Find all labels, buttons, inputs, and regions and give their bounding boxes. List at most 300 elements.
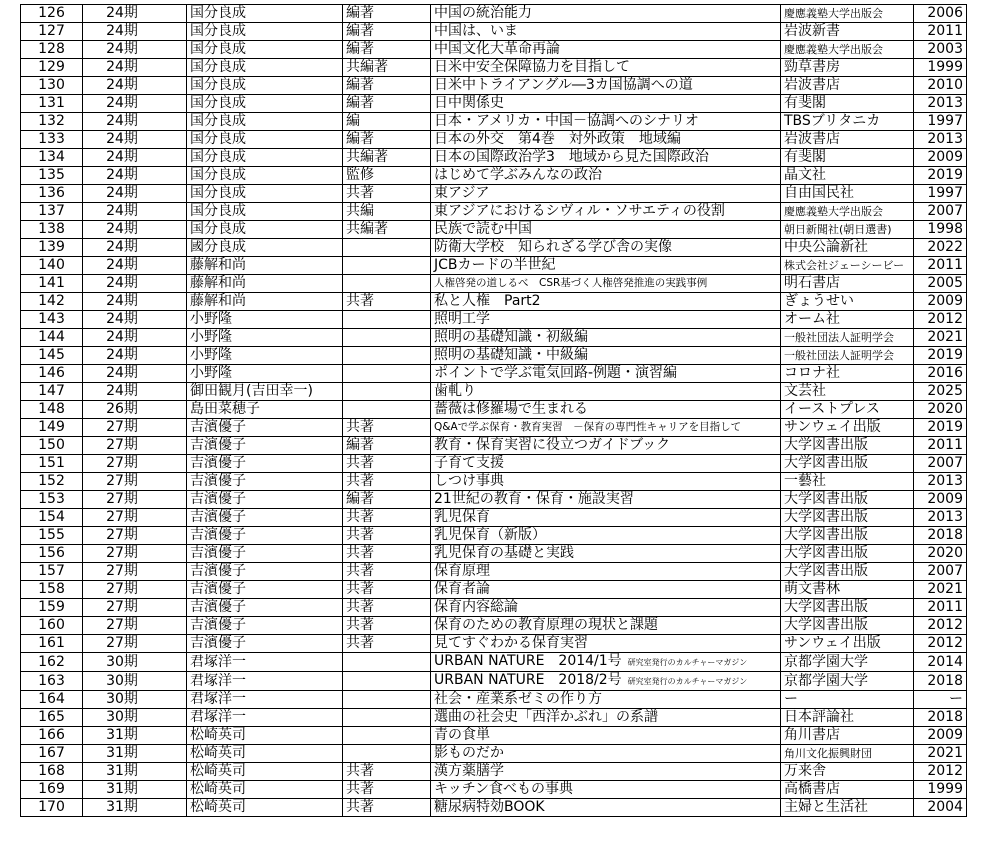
term-cell	[83, 563, 187, 581]
year-cell	[914, 727, 967, 745]
role-cell	[343, 131, 431, 149]
role-cell	[343, 293, 431, 311]
role-cell-text: 共著	[346, 419, 374, 435]
no-cell-text: 155	[38, 527, 65, 543]
title-cell	[431, 599, 781, 617]
term-cell-text: 24期	[106, 167, 138, 183]
author-cell	[187, 653, 343, 672]
term-cell-text: 24期	[106, 383, 138, 399]
no-cell-text: 156	[38, 545, 65, 561]
term-cell	[83, 149, 187, 167]
publisher-cell	[781, 455, 914, 473]
author-cell	[187, 745, 343, 763]
role-cell	[343, 581, 431, 599]
no-cell-text: 157	[38, 563, 65, 579]
table-row	[21, 763, 967, 781]
term-cell	[83, 365, 187, 383]
role-cell	[343, 203, 431, 221]
title-cell-text: URBAN NATURE 2014/1号	[434, 653, 622, 669]
role-cell-text: 共著	[346, 455, 374, 471]
author-cell-text: 吉濱優子	[190, 455, 246, 471]
role-cell-text: 共著	[346, 799, 374, 815]
table-row	[21, 59, 967, 77]
term-cell	[83, 781, 187, 799]
term-cell	[83, 437, 187, 455]
no-cell	[21, 545, 83, 563]
publisher-cell-text: 一般社団法人証明学会	[784, 349, 894, 362]
publisher-cell-text: 大学図書出版	[784, 599, 868, 615]
author-cell-text: 吉濱優子	[190, 419, 246, 435]
year-cell-text: 2021	[927, 329, 963, 345]
no-cell	[21, 563, 83, 581]
no-cell	[21, 781, 83, 799]
year-cell-text: 2011	[927, 23, 963, 39]
year-cell	[914, 329, 967, 347]
author-cell-text: 松崎英司	[190, 727, 246, 743]
term-cell-text: 31期	[106, 763, 138, 779]
year-cell-text: 2004	[927, 799, 963, 815]
year-cell	[914, 599, 967, 617]
role-cell	[343, 437, 431, 455]
title-cell-text: 社会・産業系ゼミの作り方	[434, 691, 602, 707]
title-cell	[431, 293, 781, 311]
no-cell	[21, 672, 83, 691]
title-cell-text: 見てすぐわかる保育実習	[434, 635, 588, 651]
publisher-cell	[781, 635, 914, 653]
role-cell-text: 共著	[346, 527, 374, 543]
term-cell-text: 24期	[106, 239, 138, 255]
publisher-cell-text: 中央公論新社	[784, 239, 868, 255]
author-cell-text: 吉濱優子	[190, 599, 246, 615]
author-cell	[187, 113, 343, 131]
author-cell	[187, 581, 343, 599]
term-cell-text: 31期	[106, 745, 138, 761]
publisher-cell-text: 大学図書出版	[784, 455, 868, 471]
table-row	[21, 113, 967, 131]
title-cell-text: 選曲の社会史「西洋かぶれ」の系譜	[434, 709, 658, 725]
title-cell	[431, 329, 781, 347]
publisher-cell	[781, 257, 914, 275]
term-cell-text: 24期	[106, 203, 138, 219]
author-cell-text: 吉濱優子	[190, 527, 246, 543]
no-cell	[21, 455, 83, 473]
no-cell-text: 136	[38, 185, 65, 201]
role-cell-text: 共著	[346, 617, 374, 633]
no-cell-text: 130	[38, 77, 65, 93]
publisher-cell	[781, 95, 914, 113]
title-cell	[431, 799, 781, 817]
term-cell-text: 24期	[106, 5, 138, 21]
no-cell-text: 146	[38, 365, 65, 381]
author-cell-text: 松崎英司	[190, 799, 246, 815]
year-cell-text: 2006	[927, 5, 963, 21]
term-cell	[83, 131, 187, 149]
no-cell-text: 144	[38, 329, 65, 345]
role-cell	[343, 311, 431, 329]
table-row	[21, 203, 967, 221]
no-cell-text: 152	[38, 473, 65, 489]
term-cell-text: 30期	[106, 653, 138, 670]
author-cell	[187, 383, 343, 401]
publisher-cell	[781, 691, 914, 709]
no-cell	[21, 185, 83, 203]
author-cell-text: 吉濱優子	[190, 491, 246, 507]
role-cell	[343, 491, 431, 509]
no-cell-text: 127	[38, 23, 65, 39]
term-cell	[83, 672, 187, 691]
title-cell-text: 中国の統治能力	[434, 5, 532, 21]
publisher-cell	[781, 653, 914, 672]
year-cell-text: 2018	[927, 709, 963, 725]
no-cell-text: 142	[38, 293, 65, 309]
publisher-cell	[781, 727, 914, 745]
role-cell	[343, 419, 431, 437]
role-cell	[343, 763, 431, 781]
publisher-cell	[781, 383, 914, 401]
title-cell-text: ポイントで学ぶ電気回路-例題・演習編	[434, 365, 678, 381]
no-cell	[21, 581, 83, 599]
table-row	[21, 149, 967, 167]
term-cell	[83, 5, 187, 23]
author-cell-text: 君塚洋一	[190, 709, 246, 725]
no-cell	[21, 113, 83, 131]
title-cell-text: 保育内容総論	[434, 599, 518, 615]
publisher-cell-text: 慶應義塾大学出版会	[784, 7, 883, 20]
term-cell-text: 24期	[106, 113, 138, 129]
year-cell-text: 2018	[927, 672, 963, 689]
role-cell-text: 共著	[346, 563, 374, 579]
year-cell	[914, 185, 967, 203]
author-cell	[187, 257, 343, 275]
role-cell	[343, 77, 431, 95]
publisher-cell-text: 慶應義塾大学出版会	[784, 205, 883, 218]
year-cell-text: 1999	[927, 59, 963, 75]
table-row	[21, 617, 967, 635]
author-cell	[187, 221, 343, 239]
year-cell	[914, 763, 967, 781]
role-cell-text: 共編	[346, 203, 374, 219]
publisher-cell	[781, 527, 914, 545]
title-cell-text: キッチン食べもの事典	[434, 781, 574, 797]
author-cell-text: 藤解和尚	[190, 293, 246, 309]
publisher-cell	[781, 329, 914, 347]
role-cell-text: 共著	[346, 581, 374, 597]
year-cell	[914, 77, 967, 95]
role-cell-text: 共著	[346, 509, 374, 525]
term-cell	[83, 617, 187, 635]
year-cell	[914, 131, 967, 149]
publisher-cell	[781, 221, 914, 239]
no-cell	[21, 509, 83, 527]
no-cell	[21, 763, 83, 781]
publisher-cell-text: 大学図書出版	[784, 509, 868, 525]
author-cell	[187, 365, 343, 383]
term-cell	[83, 311, 187, 329]
role-cell-text: 共編著	[346, 149, 388, 165]
no-cell-text: 168	[38, 763, 65, 779]
no-cell	[21, 59, 83, 77]
role-cell	[343, 275, 431, 293]
year-cell	[914, 563, 967, 581]
no-cell-text: 139	[38, 239, 65, 255]
term-cell	[83, 275, 187, 293]
no-cell	[21, 23, 83, 41]
publisher-cell	[781, 293, 914, 311]
table-row	[21, 635, 967, 653]
title-cell	[431, 563, 781, 581]
no-cell-text: 126	[38, 5, 65, 21]
year-cell	[914, 5, 967, 23]
title-cell	[431, 275, 781, 293]
no-cell-text: 132	[38, 113, 65, 129]
author-cell-text: 国分良成	[190, 203, 246, 219]
year-cell	[914, 383, 967, 401]
year-cell	[914, 365, 967, 383]
publisher-cell-text: 万来舎	[784, 763, 826, 779]
title-cell	[431, 653, 781, 672]
term-cell	[83, 23, 187, 41]
no-cell-text: 160	[38, 617, 65, 633]
author-cell	[187, 781, 343, 799]
title-cell-text: 薔薇は修羅場で生まれる	[434, 401, 588, 417]
year-cell	[914, 239, 967, 257]
author-cell	[187, 709, 343, 727]
title-cell	[431, 527, 781, 545]
term-cell	[83, 113, 187, 131]
term-cell-text: 24期	[106, 311, 138, 327]
year-cell	[914, 149, 967, 167]
author-cell	[187, 473, 343, 491]
no-cell	[21, 329, 83, 347]
term-cell-text: 24期	[106, 329, 138, 345]
no-cell-text: 148	[38, 401, 65, 417]
publisher-cell	[781, 275, 914, 293]
title-cell	[431, 77, 781, 95]
publisher-cell-text: 有斐閣	[784, 149, 826, 165]
year-cell-text: 2012	[927, 617, 963, 633]
role-cell-text: 編著	[346, 95, 374, 111]
year-cell-text: 2019	[927, 419, 963, 435]
title-cell-text: 日米中安全保障協力を目指して	[434, 59, 630, 75]
role-cell-text: 編著	[346, 41, 374, 57]
table-row	[21, 781, 967, 799]
title-cell-text: 乳児保育	[434, 509, 490, 525]
no-cell-text: 164	[38, 691, 65, 707]
no-cell	[21, 221, 83, 239]
no-cell	[21, 257, 83, 275]
table-row	[21, 455, 967, 473]
publisher-cell	[781, 473, 914, 491]
publisher-cell	[781, 185, 914, 203]
role-cell	[343, 545, 431, 563]
no-cell-text: 133	[38, 131, 65, 147]
term-cell	[83, 401, 187, 419]
author-cell	[187, 59, 343, 77]
table-row	[21, 293, 967, 311]
publisher-cell	[781, 347, 914, 365]
role-cell	[343, 745, 431, 763]
year-cell-text: 2012	[927, 311, 963, 327]
table-row	[21, 257, 967, 275]
no-cell-text: 151	[38, 455, 65, 471]
publisher-cell	[781, 763, 914, 781]
term-cell-text: 27期	[106, 527, 138, 543]
role-cell-text: 監修	[346, 167, 374, 183]
no-cell	[21, 347, 83, 365]
year-cell-text: 2022	[927, 239, 963, 255]
title-cell-text: 影ものだか	[434, 745, 504, 761]
year-cell-text: 2021	[927, 581, 963, 597]
publisher-cell-text: 主婦と生活社	[784, 799, 868, 815]
author-cell-text: 小野隆	[190, 365, 232, 381]
year-cell-text: 2007	[927, 455, 963, 471]
author-cell-text: 国分良成	[190, 77, 246, 93]
author-cell-text: 国分良成	[190, 221, 246, 237]
publisher-cell-text: ー	[784, 691, 798, 707]
publisher-cell	[781, 709, 914, 727]
title-cell	[431, 509, 781, 527]
publisher-cell-text: 晶文社	[784, 167, 826, 183]
year-cell-text: 2007	[927, 563, 963, 579]
term-cell	[83, 77, 187, 95]
author-cell-text: 君塚洋一	[190, 672, 246, 689]
term-cell	[83, 473, 187, 491]
role-cell	[343, 5, 431, 23]
publisher-cell	[781, 149, 914, 167]
author-cell-text: 君塚洋一	[190, 653, 246, 670]
book-list-sheet	[20, 4, 967, 817]
author-cell-text: 吉濱優子	[190, 545, 246, 561]
table-row	[21, 311, 967, 329]
term-cell-text: 27期	[106, 617, 138, 633]
title-cell-text: 日本の国際政治学3 地域から見た国際政治	[434, 149, 709, 165]
no-cell	[21, 149, 83, 167]
term-cell-text: 27期	[106, 545, 138, 561]
author-cell	[187, 203, 343, 221]
term-cell-text: 24期	[106, 257, 138, 273]
role-cell-text: 共著	[346, 185, 374, 201]
author-cell-text: 松崎英司	[190, 781, 246, 797]
year-cell-text: 2013	[927, 509, 963, 525]
no-cell-text: 140	[38, 257, 65, 273]
publisher-cell-text: コロナ社	[784, 365, 840, 381]
table-row	[21, 727, 967, 745]
author-cell	[187, 527, 343, 545]
term-cell	[83, 239, 187, 257]
title-cell-text: 中国文化大革命再論	[434, 41, 560, 57]
author-cell	[187, 727, 343, 745]
title-cell	[431, 167, 781, 185]
term-cell	[83, 527, 187, 545]
no-cell	[21, 491, 83, 509]
year-cell	[914, 491, 967, 509]
no-cell	[21, 275, 83, 293]
publisher-cell-text: 大学図書出版	[784, 545, 868, 561]
no-cell-text: 167	[38, 745, 65, 761]
title-cell	[431, 59, 781, 77]
term-cell	[83, 383, 187, 401]
author-cell-text: 吉濱優子	[190, 635, 246, 651]
term-cell	[83, 185, 187, 203]
no-cell-text: 143	[38, 311, 65, 327]
role-cell-text: 共著	[346, 599, 374, 615]
table-row	[21, 365, 967, 383]
author-cell-text: 島田菜穂子	[190, 401, 260, 417]
no-cell	[21, 293, 83, 311]
author-cell	[187, 41, 343, 59]
year-cell-text: 1997	[927, 113, 963, 129]
term-cell	[83, 203, 187, 221]
term-cell-text: 24期	[106, 347, 138, 363]
title-cell-text: 保育原理	[434, 563, 490, 579]
title-note: 研究室発行のカルチャーマガジン	[627, 677, 748, 686]
year-cell-text: 2013	[927, 95, 963, 111]
publisher-cell	[781, 41, 914, 59]
no-cell	[21, 437, 83, 455]
role-cell	[343, 599, 431, 617]
author-cell	[187, 167, 343, 185]
no-cell	[21, 617, 83, 635]
publisher-cell-text: 萌文書林	[784, 581, 840, 597]
title-cell	[431, 401, 781, 419]
no-cell	[21, 203, 83, 221]
term-cell-text: 27期	[106, 563, 138, 579]
title-cell-text: 21世紀の教育・保育・施設実習	[434, 491, 634, 507]
year-cell-text: 2018	[927, 527, 963, 543]
publisher-cell	[781, 581, 914, 599]
author-cell	[187, 275, 343, 293]
title-cell	[431, 113, 781, 131]
year-cell-text: 2009	[927, 727, 963, 743]
term-cell-text: 30期	[106, 672, 138, 689]
role-cell	[343, 653, 431, 672]
no-cell	[21, 709, 83, 727]
year-cell-text: 2012	[927, 635, 963, 651]
table-row	[21, 509, 967, 527]
term-cell-text: 27期	[106, 599, 138, 615]
year-cell-text: 2019	[927, 167, 963, 183]
publisher-cell-text: サンウェイ出版	[784, 419, 881, 435]
term-cell	[83, 799, 187, 817]
year-cell	[914, 527, 967, 545]
role-cell	[343, 221, 431, 239]
role-cell	[343, 383, 431, 401]
publisher-cell	[781, 59, 914, 77]
term-cell	[83, 727, 187, 745]
no-cell-text: 163	[38, 672, 65, 689]
table-row	[21, 275, 967, 293]
year-cell-text: 2011	[927, 599, 963, 615]
table-row	[21, 745, 967, 763]
no-cell-text: 131	[38, 95, 65, 111]
year-cell	[914, 509, 967, 527]
author-cell	[187, 691, 343, 709]
term-cell-text: 24期	[106, 131, 138, 147]
author-cell	[187, 455, 343, 473]
year-cell	[914, 473, 967, 491]
author-cell-text: 国分良成	[190, 149, 246, 165]
author-cell	[187, 77, 343, 95]
title-cell-text: 子育て支援	[434, 455, 504, 471]
publisher-cell	[781, 167, 914, 185]
term-cell-text: 30期	[106, 691, 138, 707]
year-cell-text: 2020	[927, 401, 963, 417]
term-cell-text: 24期	[106, 41, 138, 57]
publisher-cell-text: 勁草書房	[784, 59, 840, 75]
title-cell	[431, 221, 781, 239]
year-cell-text: 2011	[927, 257, 963, 273]
no-cell-text: 166	[38, 727, 65, 743]
